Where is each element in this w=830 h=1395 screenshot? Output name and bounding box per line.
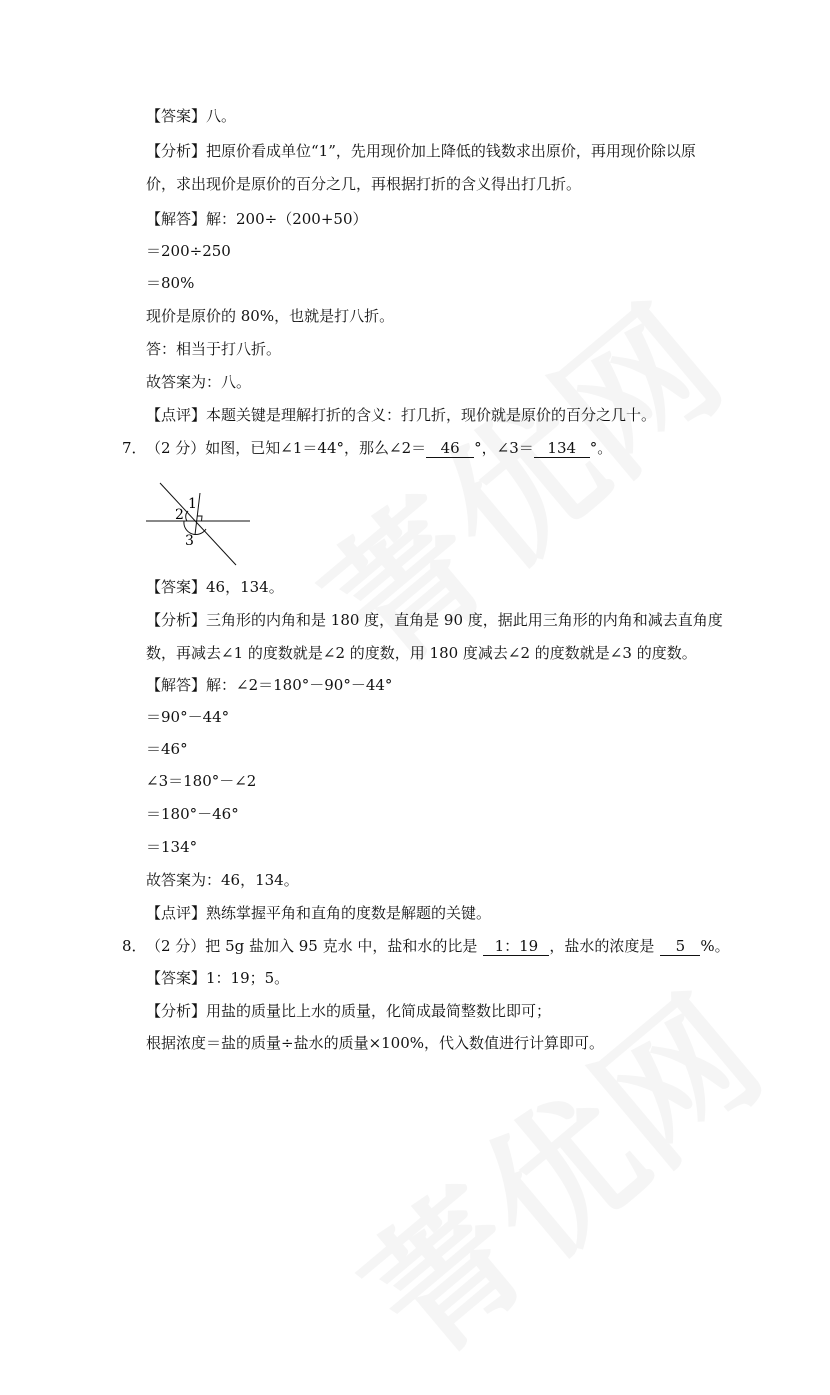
- q7-solution-line5: ＝180°－46°: [146, 805, 239, 823]
- q7-answer: 【答案】46，134。: [146, 578, 284, 596]
- q7-solution-line1: 【解答】解：∠2＝180°－90°－44°: [146, 676, 393, 694]
- q7-solution-line2: ＝90°－44°: [146, 708, 230, 726]
- q6-final: 故答案为：八。: [146, 373, 252, 391]
- figure-label-1: 1: [188, 496, 197, 512]
- q7-blank2: 134: [534, 439, 590, 458]
- q8-number: 8．: [122, 937, 147, 955]
- q7-stem-c: °。: [589, 439, 613, 457]
- q6-analysis-line1: 【分析】把原价看成单位“1”，先用现价加上降低的钱数求出原价，再用现价除以原: [146, 142, 696, 160]
- q7-stem-a: （2 分）如图，已知∠1＝44°，那么∠2＝: [146, 439, 427, 457]
- figure-diagonal-line: [160, 483, 236, 565]
- q6-solution-line2: ＝200÷250: [146, 242, 231, 260]
- q7-number: 7．: [122, 439, 147, 457]
- q7-comment: 【点评】熟练掌握平角和直角的度数是解题的关键。: [146, 904, 492, 922]
- q6-solution-line4: 现价是原价的 80%，也就是打八折。: [146, 307, 395, 325]
- q7-analysis-line1: 【分析】三角形的内角和是 180 度，直角是 90 度，据此用三角形的内角和减去直角度: [146, 611, 723, 629]
- q8-blank2: 5: [660, 937, 700, 956]
- figure-label-3: 3: [185, 533, 194, 549]
- q7-angle-figure: [140, 475, 260, 575]
- q8-answer: 【答案】1：19；5。: [146, 969, 290, 987]
- q8-analysis-line2: 根据浓度＝盐的质量÷盐水的质量×100%，代入数值进行计算即可。: [146, 1034, 605, 1052]
- q6-solution-line5: 答：相当于打八折。: [146, 340, 282, 358]
- q8-stem-a: （2 分）把 5g 盐加入 95 克水 中，盐和水的比是: [146, 937, 478, 955]
- q8-analysis-line1: 【分析】用盐的质量比上水的质量，化简成最简整数比即可；: [146, 1002, 552, 1020]
- q7-stem-b: °，∠3＝: [474, 439, 534, 457]
- q8-stem: [146, 936, 730, 956]
- q7-solution-line6: ＝134°: [146, 838, 198, 856]
- q7-analysis-line2: 数，再减去∠1 的度数就是∠2 的度数，用 180 度减去∠2 的度数就是∠3 的度数。: [146, 644, 697, 662]
- q6-comment: 【点评】本题关键是理解打折的含义：打几折，现价就是原价的百分之几十。: [146, 406, 657, 424]
- q7-final: 故答案为：46，134。: [146, 871, 299, 889]
- q7-solution-line3: ＝46°: [146, 740, 188, 758]
- figure-right-angle-mark: [197, 516, 202, 521]
- q6-answer: 【答案】八。: [146, 107, 237, 125]
- q6-analysis-line2: 价，求出现价是原价的百分之几，再根据打折的含义得出打几折。: [146, 175, 582, 193]
- q7-blank1: 46: [426, 439, 474, 458]
- q8-stem-c: %。: [700, 937, 730, 955]
- q6-solution-line1: 【解答】解：200÷（200+50）: [146, 210, 368, 228]
- q8-blank1: 1：19: [483, 937, 549, 956]
- q8-stem-b: ，盐水的浓度是: [549, 937, 655, 955]
- figure-label-2: 2: [175, 507, 184, 523]
- q6-solution-line3: ＝80%: [146, 274, 195, 292]
- q7-solution-line4: ∠3＝180°－∠2: [146, 772, 257, 790]
- q7-stem: [146, 438, 612, 458]
